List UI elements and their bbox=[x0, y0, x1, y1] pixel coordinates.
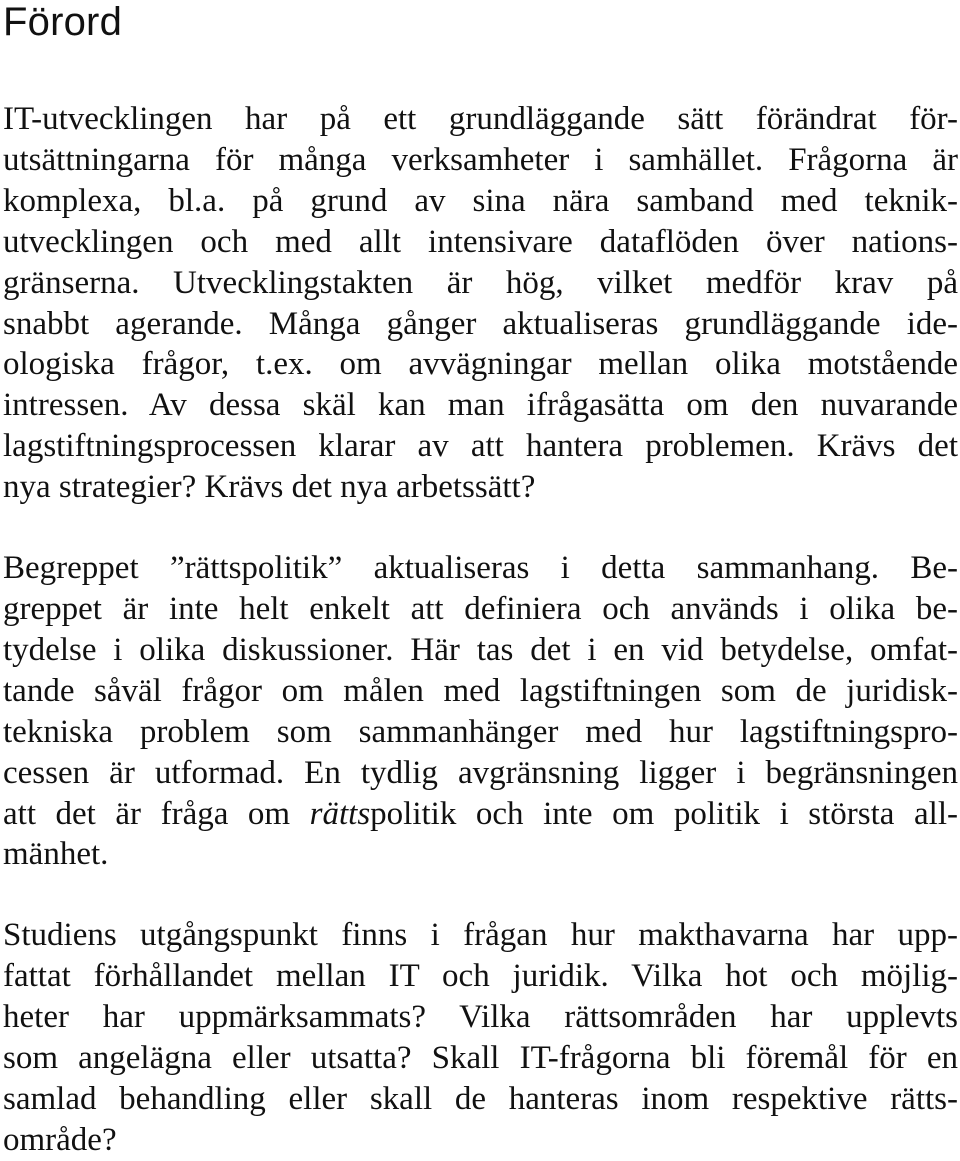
text-line-with-emphasis bbox=[3, 794, 958, 835]
text-line: IT-utvecklingen har på ett grundläggande sätt förändrat för- bbox=[3, 101, 958, 137]
text-line: område? bbox=[3, 1121, 117, 1158]
paragraph-2 bbox=[3, 548, 958, 875]
text-line: cessen är utformad. En tydlig avgränsning ligger i begränsningen bbox=[3, 754, 958, 791]
text-line: snabbt agerande. Många gånger aktualiseras grundläggande ide- bbox=[3, 305, 958, 342]
text-line: tande såväl frågor om målen med lagstiftningen som de juridisk- bbox=[3, 672, 958, 709]
text-line: samlad behandling eller skall de hanteras inom respektive rätts- bbox=[3, 1080, 958, 1117]
text-line: utvecklingen och med allt intensivare dataflöden över nations- bbox=[3, 223, 958, 260]
text-line: lagstiftningsprocessen klarar av att hantera problemen. Krävs det bbox=[3, 428, 958, 465]
text-line: nya strategier? Krävs det nya arbetssätt? bbox=[3, 469, 536, 506]
text-line: utsättningarna för många verksamheter i samhället. Frågorna är bbox=[3, 141, 958, 178]
paragraph-1 bbox=[3, 99, 958, 508]
text-line: Studiens utgångspunkt finns i frågan hur makthavarna har upp- bbox=[3, 917, 958, 954]
text-line: ologiska frågor, t.ex. om avvägningar mellan olika motstående bbox=[3, 346, 958, 383]
text-line: komplexa, bl.a. på grund av sina nära samband med teknik- bbox=[3, 182, 958, 219]
text-line: mänhet. bbox=[3, 836, 109, 873]
text-line: heter har uppmärksammats? Vilka rättsområden har upplevts bbox=[3, 999, 958, 1036]
text-segment: att det är fråga om bbox=[3, 795, 310, 832]
page-heading: Förord bbox=[3, 0, 123, 44]
emphasized-word: rätts bbox=[309, 795, 371, 832]
text-line: tekniska problem som sammanhänger med hur lagstiftningspro- bbox=[3, 713, 958, 750]
text-segment: politik och inte om politik i största all- bbox=[370, 795, 958, 832]
text-line: greppet är inte helt enkelt att definiera och används i olika be- bbox=[3, 590, 958, 627]
text-line: gränserna. Utvecklingstakten är hög, vilket medför krav på bbox=[3, 264, 958, 301]
text-line: intressen. Av dessa skäl kan man ifrågasätta om den nuvarande bbox=[3, 387, 958, 424]
text-line: fattat förhållandet mellan IT och juridik. Vilka hot och möjlig- bbox=[3, 958, 958, 995]
paragraph-3 bbox=[3, 915, 958, 1160]
text-line: Begreppet ”rättspolitik” aktualiseras i detta sammanhang. Be- bbox=[3, 550, 958, 587]
text-line: som angelägna eller utsatta? Skall IT-frågorna bli föremål för en bbox=[3, 1040, 958, 1077]
text-line: tydelse i olika diskussioner. Här tas det i en vid betydelse, omfat- bbox=[3, 631, 958, 668]
